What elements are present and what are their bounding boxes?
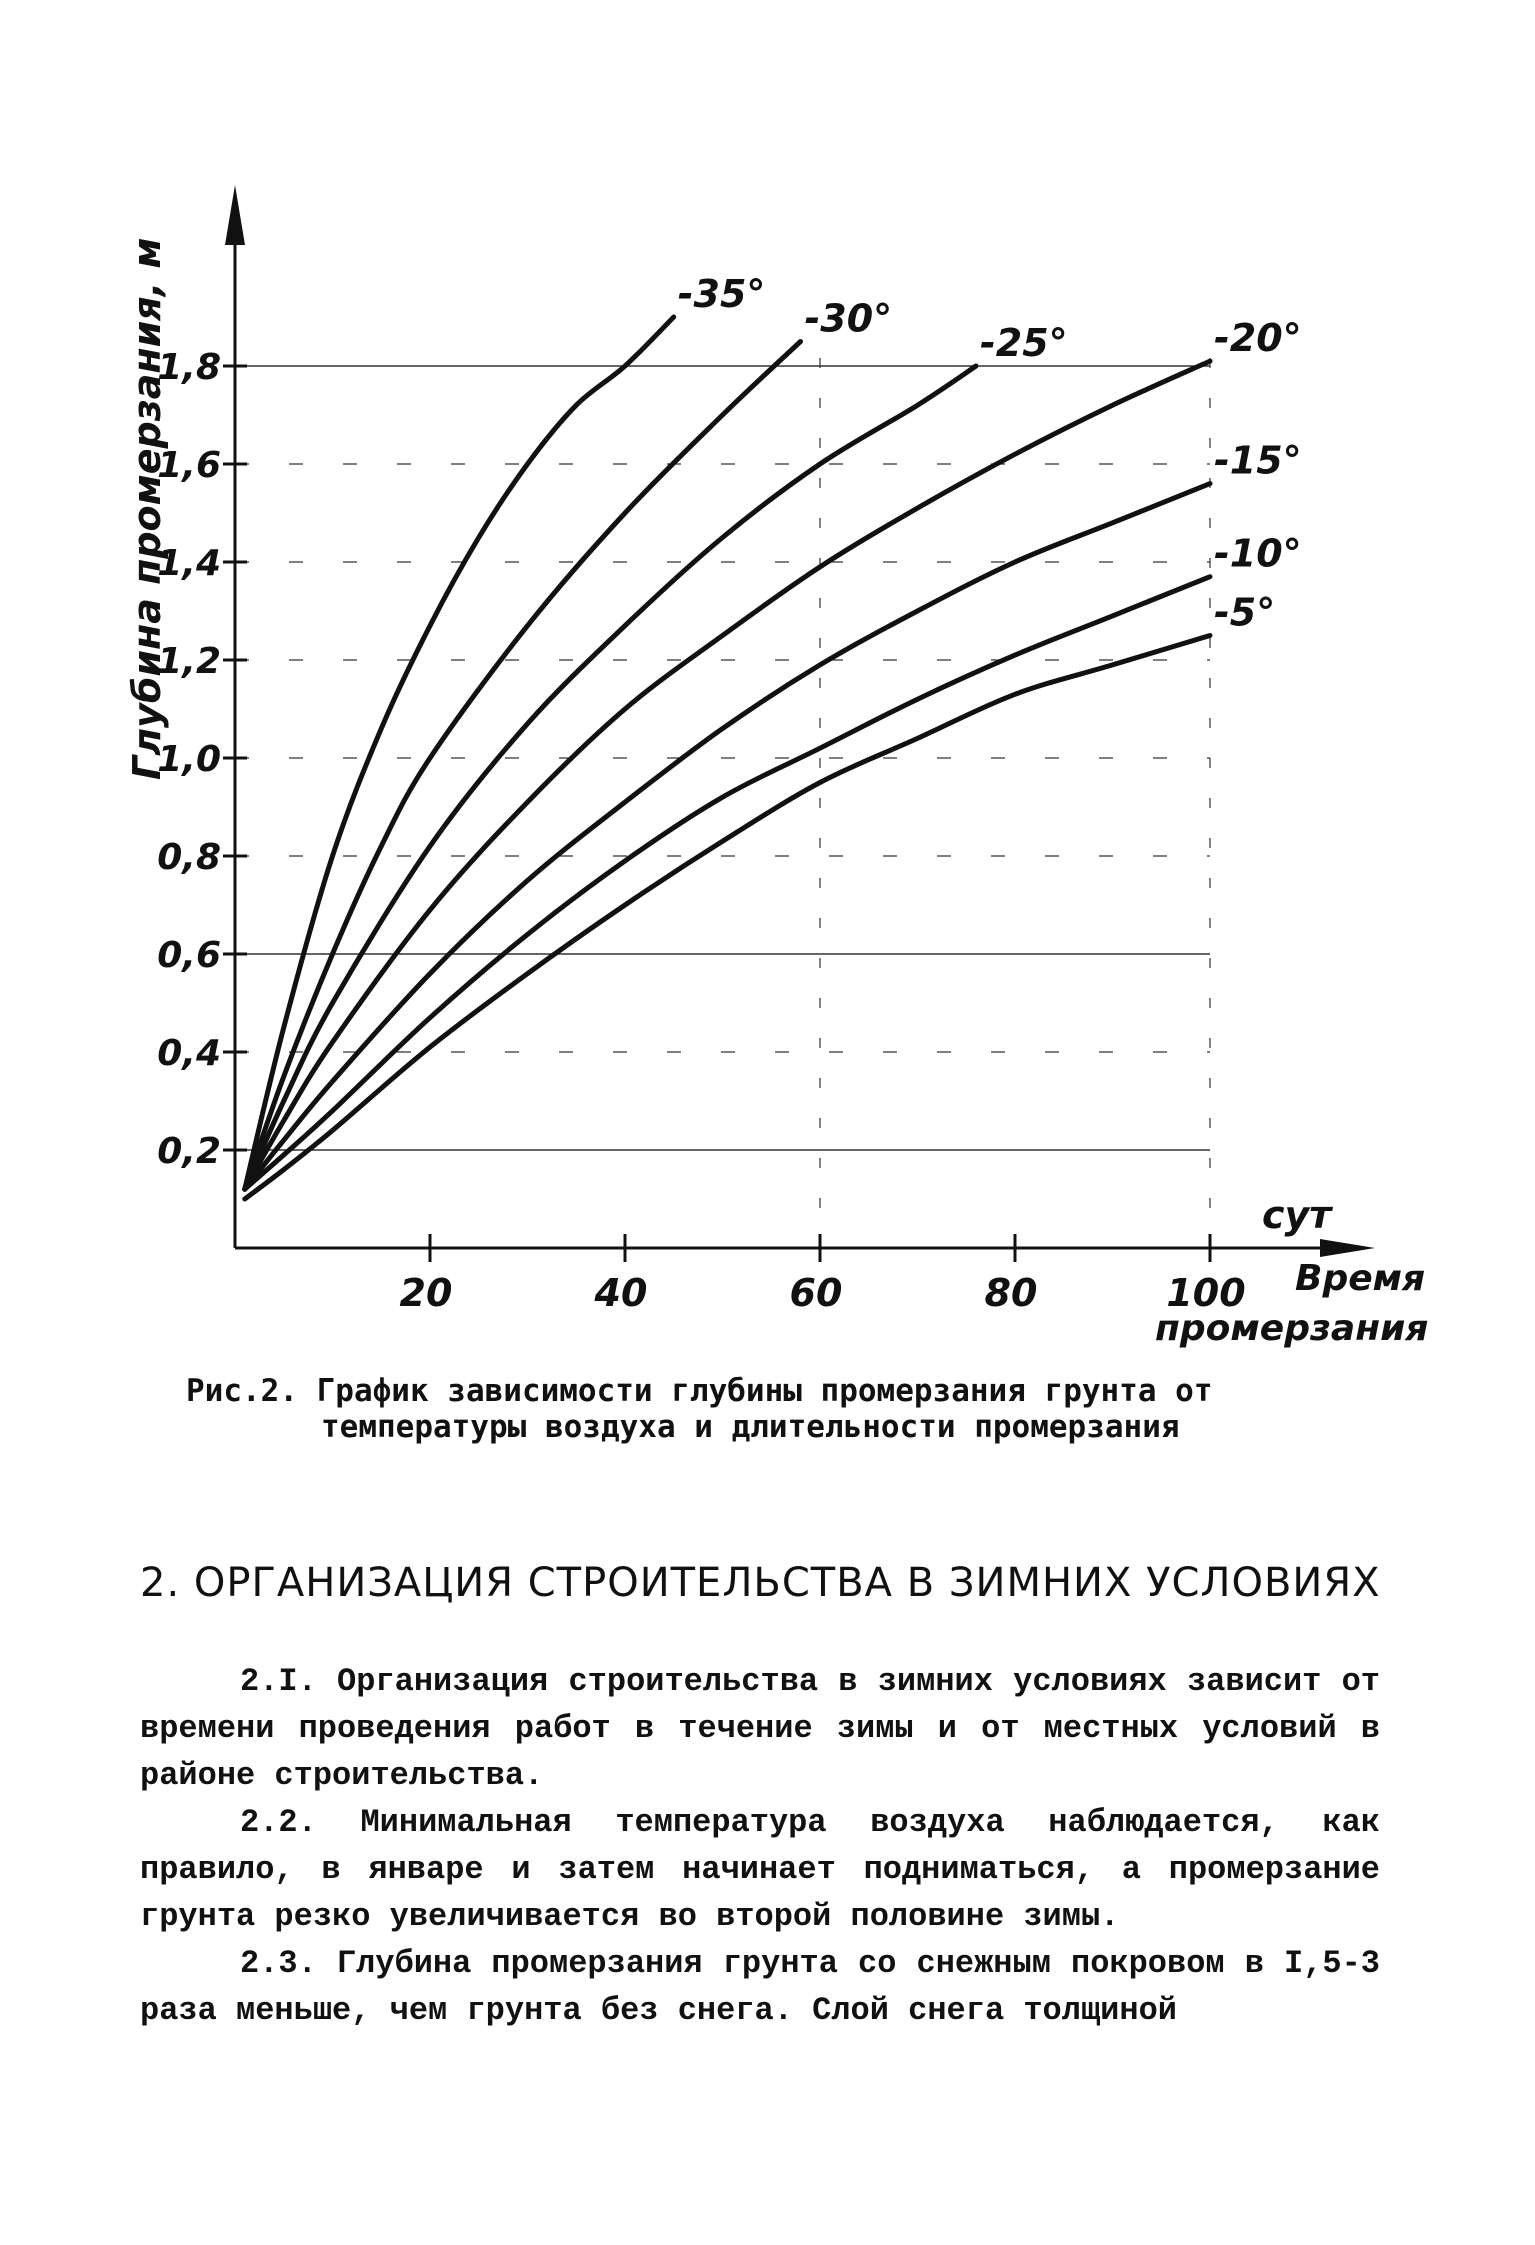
caption-line-1: Рис.2. График зависимости глубины промерзания грунта от	[186, 1373, 1213, 1409]
x-axis-label: Время промерзания	[1155, 1258, 1429, 1349]
y-axis-arrow	[225, 185, 245, 245]
curve-25-deg	[245, 366, 976, 1189]
y-tick-label: 0,8	[157, 837, 221, 878]
curve-35-deg	[245, 317, 674, 1189]
caption-line-2: температуры воздуха и длительности промерзания	[321, 1409, 1180, 1445]
section-heading: 2. ОРГАНИЗАЦИЯ СТРОИТЕЛЬСТВА В ЗИМНИХ УСЛОВИЯХ	[140, 1560, 1381, 1606]
y-tick-label: 0,6	[157, 935, 221, 976]
x-tick-label: 40	[594, 1271, 648, 1315]
y-tick-label: 1,6	[157, 445, 221, 486]
y-tick-label: 1,8	[157, 347, 221, 388]
curve-label-5: -5°	[1214, 590, 1276, 635]
paragraph-2-3: 2.3. Глубина промерзания грунта со снежным покровом в I,5-3 раза меньше, чем грунта без снега. Слой снега толщиной	[140, 1945, 1380, 2029]
curve-label-35: -35°	[677, 272, 766, 316]
curve-10-deg	[245, 577, 1210, 1189]
paragraph-2-1: 2.I. Организация строительства в зимних условиях зависит от времени проведения работ в течение зимы и от местных условий в районе строительства.	[140, 1663, 1380, 1794]
figure-caption	[186, 1373, 1366, 1445]
curve-label-20: -20°	[1214, 316, 1302, 361]
curve-label-25: -25°	[980, 321, 1068, 365]
chart-axes	[225, 185, 1375, 1257]
x-tick-label: 100	[1166, 1271, 1246, 1315]
x-tick-label: 60	[789, 1271, 843, 1315]
x-tick-label: 80	[984, 1271, 1038, 1315]
y-tick-label: 1,4	[157, 543, 221, 584]
chart-grid	[235, 356, 1210, 1248]
x-axis-arrow	[1320, 1239, 1375, 1257]
x-axis-unit: сут	[1262, 1193, 1332, 1237]
chart-ticks	[157, 347, 1245, 1315]
curve-5-deg	[245, 636, 1210, 1200]
curve-label-10: -10°	[1214, 531, 1302, 576]
y-axis-label: Глубина промерзания, м	[125, 237, 169, 780]
y-tick-label: 0,4	[157, 1033, 221, 1074]
curve-label-15: -15°	[1214, 438, 1302, 483]
section-body	[140, 1658, 1380, 2034]
y-tick-label: 1,0	[157, 739, 221, 780]
x-tick-label: 20	[399, 1271, 453, 1315]
curve-20-deg	[245, 361, 1210, 1189]
y-tick-label: 0,2	[157, 1131, 221, 1172]
paragraph-2-2: 2.2. Минимальная температура воздуха наблюдается, как правило, в январе и затем начинает подниматься, а промерзание грунта резко увеличивается во второй половине зимы.	[140, 1804, 1380, 1935]
curve-label-30: -30°	[804, 296, 893, 341]
y-tick-label: 1,2	[157, 641, 221, 682]
